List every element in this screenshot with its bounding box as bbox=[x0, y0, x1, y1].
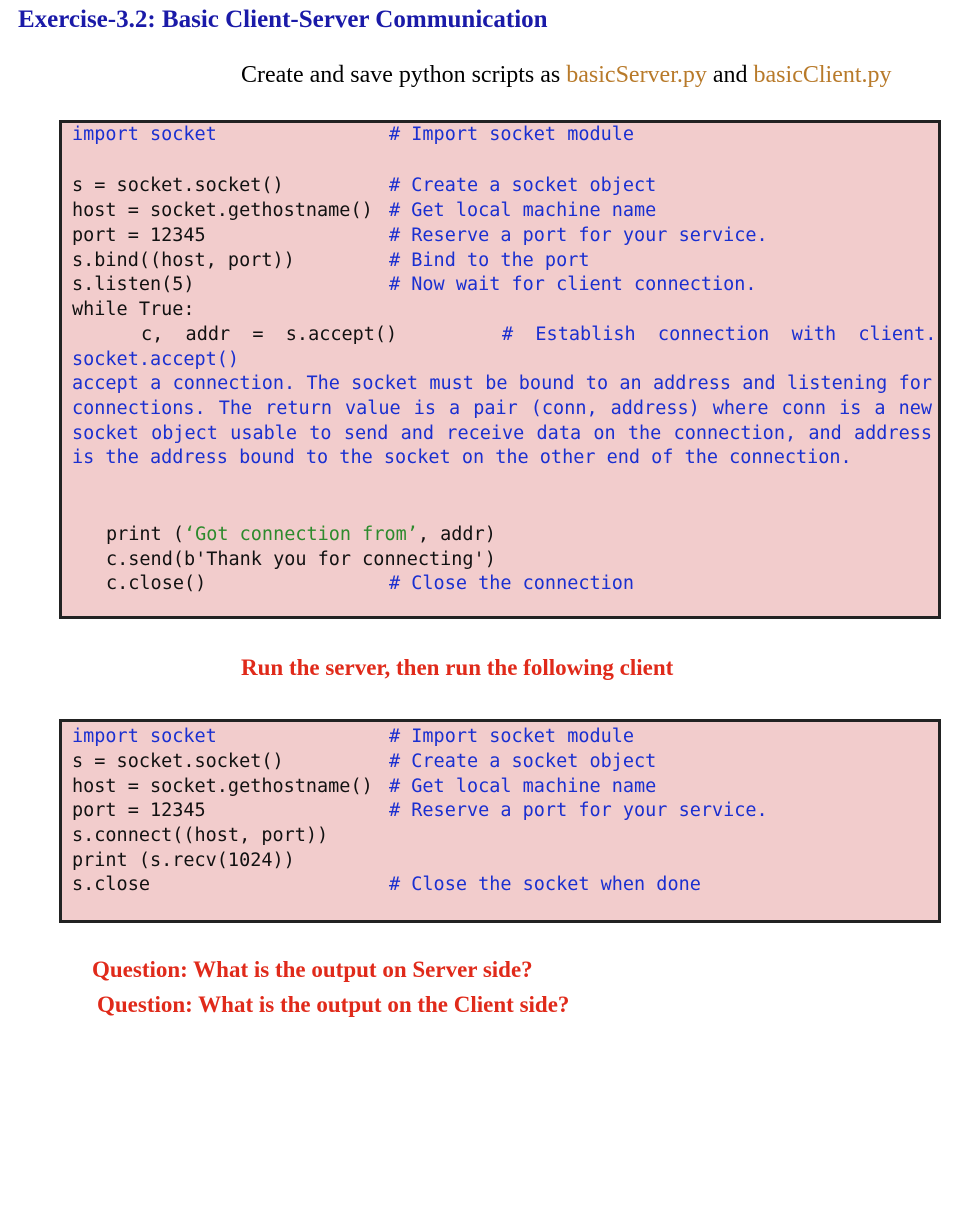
server-line-print bbox=[106, 523, 496, 548]
client-line-connect: s.connect((host, port)) bbox=[72, 825, 329, 846]
server-filename: basicServer.py bbox=[566, 62, 707, 88]
client-comment-host: # Get local machine name bbox=[389, 776, 657, 797]
server-comment-accept: # Establish connection with client. bbox=[502, 324, 937, 345]
client-line-socket: s = socket.socket() bbox=[72, 751, 284, 772]
client-comment-socket: # Create a socket object bbox=[389, 751, 657, 772]
server-line-accept: c, addr = s.accept() bbox=[141, 324, 398, 345]
question-client: Question: What is the output on the Client side? bbox=[97, 992, 570, 1017]
client-line-port: port = 12345 bbox=[72, 800, 206, 821]
client-line-import: import socket bbox=[72, 726, 217, 747]
intro-conjunction: and bbox=[706, 62, 754, 88]
client-comment-import: # Import socket module bbox=[389, 726, 635, 747]
accept-doc-title: socket.accept() bbox=[72, 349, 240, 370]
exercise-heading: Exercise-3.2: Basic Client-Server Communication bbox=[18, 6, 548, 33]
client-filename: basicClient.py bbox=[753, 62, 892, 88]
server-comment-host: # Get local machine name bbox=[389, 200, 657, 221]
client-line-host: host = socket.gethostname() bbox=[72, 776, 373, 797]
server-line-send: c.send(b'Thank you for connecting') bbox=[106, 549, 496, 570]
client-comment-port: # Reserve a port for your service. bbox=[389, 800, 768, 821]
server-line-socket: s = socket.socket() bbox=[72, 175, 284, 196]
intro-text bbox=[241, 62, 892, 89]
server-line-listen: s.listen(5) bbox=[72, 274, 195, 295]
client-line-close: s.close bbox=[72, 874, 150, 895]
print-string: ‘Got connection from’ bbox=[183, 524, 418, 545]
server-comment-socket: # Create a socket object bbox=[389, 175, 657, 196]
server-line-import: import socket bbox=[72, 124, 217, 145]
client-code-box bbox=[59, 719, 941, 923]
server-code-box bbox=[59, 120, 941, 619]
print-open: print ( bbox=[106, 524, 184, 545]
server-comment-bind: # Bind to the port bbox=[389, 250, 590, 271]
server-line-port: port = 12345 bbox=[72, 225, 206, 246]
server-line-host: host = socket.gethostname() bbox=[72, 200, 373, 221]
run-instruction: Run the server, then run the following client bbox=[241, 655, 674, 680]
print-close: , addr) bbox=[417, 524, 496, 545]
server-line-close: c.close() bbox=[106, 573, 207, 594]
accept-doc-text: accept a connection. The socket must be bound to an address and listening for connections. The return value is a pair (conn, address) where conn is a new socket object usable to send and receive data on the connection, and address is the address bound to the socket on the other end of the connection. bbox=[72, 373, 932, 469]
server-comment-close: # Close the connection bbox=[389, 573, 635, 594]
server-comment-import: # Import socket module bbox=[389, 124, 635, 145]
server-comment-port: # Reserve a port for your service. bbox=[389, 225, 768, 246]
question-server: Question: What is the output on Server side? bbox=[92, 957, 533, 982]
client-line-print: print (s.recv(1024)) bbox=[72, 850, 295, 871]
server-line-bind: s.bind((host, port)) bbox=[72, 250, 295, 271]
intro-prefix: Create and save python scripts as bbox=[241, 62, 567, 88]
server-comment-listen: # Now wait for client connection. bbox=[389, 274, 757, 295]
client-comment-close: # Close the socket when done bbox=[389, 874, 701, 895]
server-line-while: while True: bbox=[72, 299, 195, 320]
